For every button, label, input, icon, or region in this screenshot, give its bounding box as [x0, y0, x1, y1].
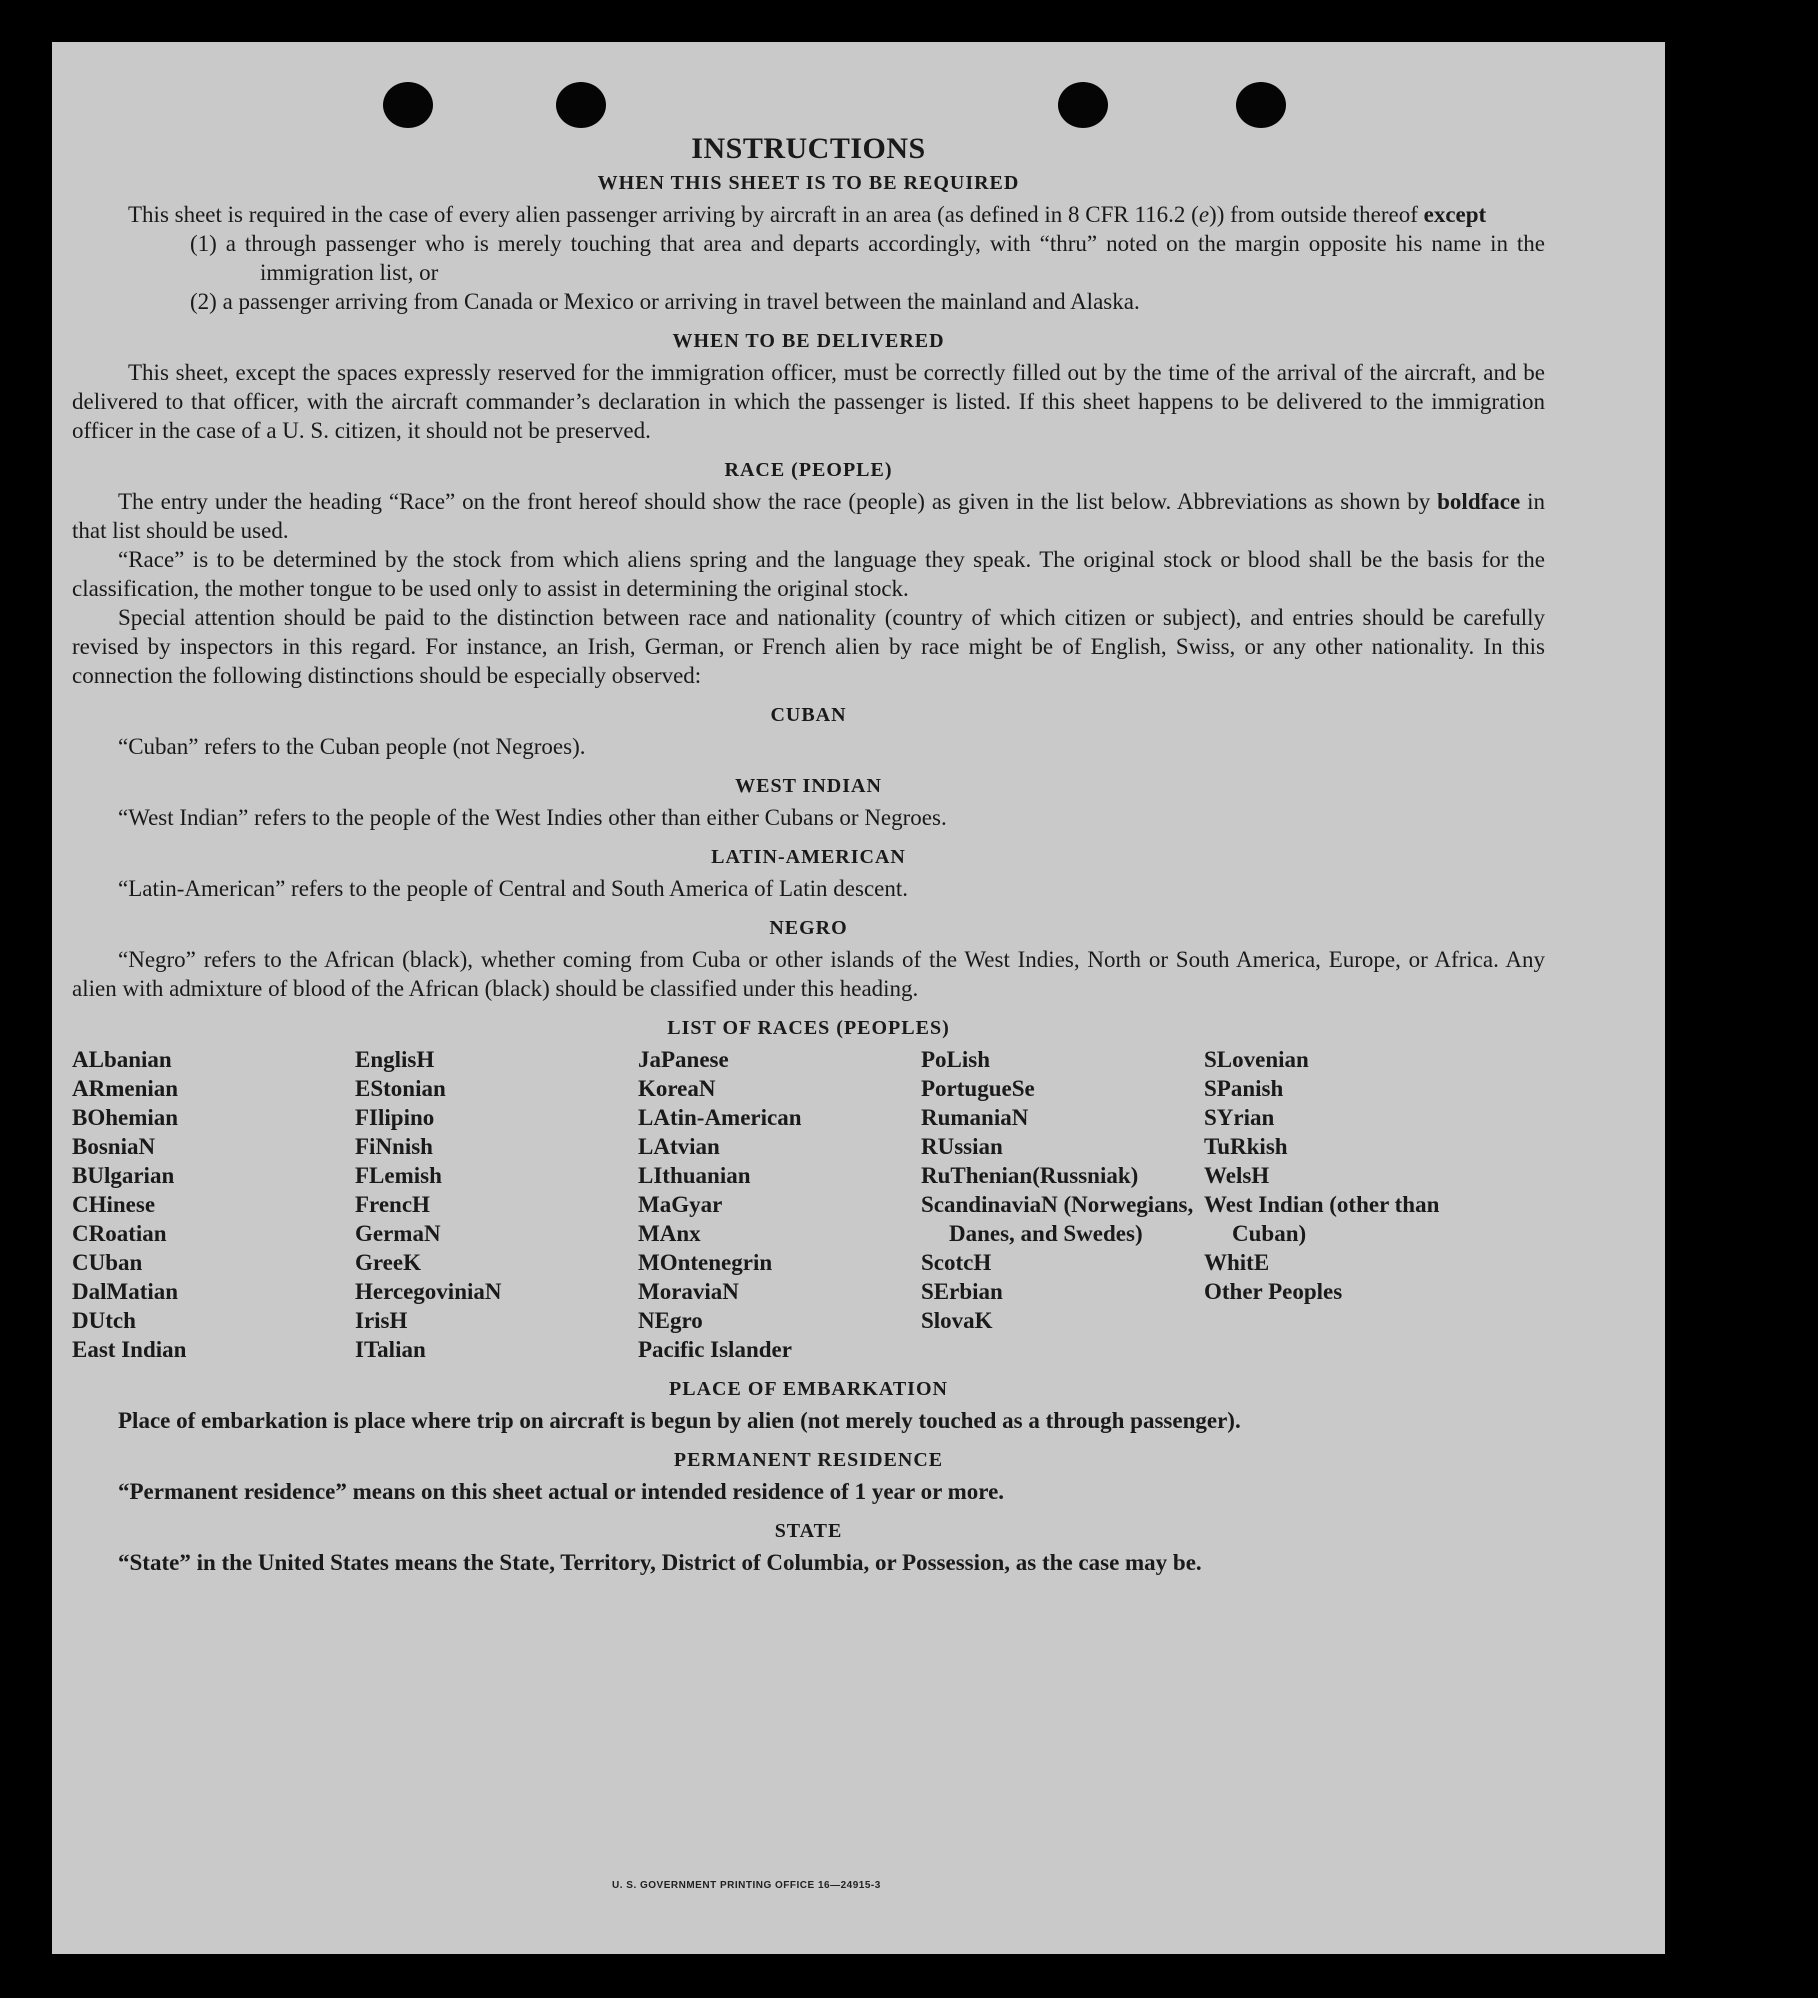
race-entry: West Indian (other than Cuban): [1204, 1192, 1440, 1246]
race-entry: Pacific Islander: [638, 1337, 792, 1362]
race-entry: DUtch: [72, 1308, 136, 1333]
race-entry: SErbian: [921, 1279, 1003, 1304]
race-entry: TuRkish: [1204, 1134, 1288, 1159]
printing-office-footer: U. S. GOVERNMENT PRINTING OFFICE 16—24915-3: [612, 1880, 881, 1891]
race-entry: KoreaN: [638, 1076, 716, 1101]
races-column: [921, 1045, 1204, 1364]
race-entry: NEgro: [638, 1308, 703, 1333]
race-entry: ARmenian: [72, 1076, 179, 1101]
race-entry: JaPanese: [638, 1047, 729, 1072]
race-entry: FiNnish: [355, 1134, 433, 1159]
race-entry: RUssian: [921, 1134, 1003, 1159]
races-column: [72, 1045, 355, 1364]
heading-list-of-races: LIST OF RACES (PEOPLES): [667, 1017, 950, 1039]
race-entry: SYrian: [1204, 1105, 1275, 1130]
heading-permanent-residence: PERMANENT RESIDENCE: [673, 1449, 944, 1471]
document-sheet: [52, 42, 1665, 1954]
heading-west-indian: WEST INDIAN: [735, 775, 882, 797]
punch-hole: [383, 82, 433, 128]
heading-latin-american: LATIN-AMERICAN: [711, 846, 906, 868]
race-entry: BosniaN: [72, 1134, 156, 1159]
race-entry: FrencH: [355, 1192, 430, 1217]
punch-hole: [1058, 82, 1108, 128]
race-entry: CUban: [72, 1250, 143, 1275]
race-entry: ITalian: [355, 1337, 426, 1362]
race-entry: PoLish: [921, 1047, 991, 1072]
race-entry: EnglisH: [355, 1047, 435, 1072]
race-entry: SPanish: [1204, 1076, 1284, 1101]
race-entry: LIthuanian: [638, 1163, 751, 1188]
race-entry: WelsH: [1204, 1163, 1270, 1188]
race-entry: East Indian: [72, 1337, 187, 1362]
required-item-1: (1) a through passenger who is merely touching that area and departs accordingly, with “thru” noted on the margin opposite his name in the immigration list, or: [190, 231, 1545, 285]
races-column: [638, 1045, 921, 1364]
race-entry: LAtvian: [638, 1134, 720, 1159]
heading-embarkation: PLACE OF EMBARKATION: [669, 1378, 948, 1400]
race-entry: IrisH: [355, 1308, 408, 1333]
heading-delivered: WHEN TO BE DELIVERED: [672, 330, 945, 352]
race-entry: Other Peoples: [1204, 1279, 1343, 1304]
west-indian-text: “West Indian” refers to the people of the West Indies other than either Cubans or Negroes.: [118, 805, 947, 830]
negro-text: “Negro” refers to the African (black), whether coming from Cuba or other islands of the West Indies, North or South America, Europe, or Africa. Any alien with admixture of blood of the African (black) should be classified under this heading.: [72, 947, 1545, 1001]
race-entry: BOhemian: [72, 1105, 179, 1130]
race-entry: MaGyar: [638, 1192, 723, 1217]
punch-hole: [1236, 82, 1286, 128]
race-entry: PortugueSe: [921, 1076, 1035, 1101]
race-entry: MoraviaN: [638, 1279, 739, 1304]
race-entry: BUlgarian: [72, 1163, 175, 1188]
delivered-text: This sheet, except the spaces expressly reserved for the immigration officer, must be correctly filled out by the time of the arrival of the aircraft, and be delivered to that officer, with the aircraft commander’s declaration in which the passenger is listed. If this sheet happens to be delivered to the immigration officer in the case of a U. S. citizen, it should not be preserved.: [72, 360, 1545, 443]
race-entry: GreeK: [355, 1250, 421, 1275]
race-entry: HercegoviniaN: [355, 1279, 502, 1304]
heading-state: STATE: [774, 1520, 843, 1542]
race-paragraph-2: “Race” is to be determined by the stock from which aliens spring and the language they speak. The original stock or blood shall be the basis for the classification, the mother tongue to be used only to assist in determining the original stock.: [72, 547, 1545, 601]
heading-cuban: CUBAN: [770, 704, 847, 726]
page-title: INSTRUCTIONS: [691, 132, 926, 165]
race-entry: WhitE: [1204, 1250, 1270, 1275]
race-entry: RuThenian(Russniak): [921, 1163, 1139, 1188]
race-entry: ScandinaviaN (Norwegians, Danes, and Swedes): [921, 1192, 1194, 1246]
race-paragraph-1: The entry under the heading “Race” on the front hereof should show the race (people) as given in the list below. Abbreviations as shown by boldface in that list should be used.: [72, 489, 1546, 543]
races-list: [72, 1045, 1545, 1364]
race-entry: ALbanian: [72, 1047, 172, 1072]
race-entry: FLemish: [355, 1163, 442, 1188]
race-entry: SLovenian: [1204, 1047, 1309, 1072]
state-text: “State” in the United States means the State, Territory, District of Columbia, or Possession, as the case may be.: [118, 1550, 1202, 1575]
residence-text: “Permanent residence” means on this sheet actual or intended residence of 1 year or more.: [118, 1479, 1005, 1504]
race-entry: MOntenegrin: [638, 1250, 773, 1275]
race-entry: LAtin-American: [638, 1105, 802, 1130]
heading-required: WHEN THIS SHEET IS TO BE REQUIRED: [597, 172, 1020, 194]
required-item-2: (2) a passenger arriving from Canada or Mexico or arriving in travel between the mainland and Alaska.: [190, 289, 1140, 314]
instructions-body: [72, 132, 1545, 1577]
cuban-text: “Cuban” refers to the Cuban people (not Negroes).: [118, 734, 586, 759]
race-entry: GermaN: [355, 1221, 441, 1246]
race-entry: CHinese: [72, 1192, 156, 1217]
punch-hole: [556, 82, 606, 128]
race-entry: MAnx: [638, 1221, 701, 1246]
heading-negro: NEGRO: [769, 917, 848, 939]
race-entry: SlovaK: [921, 1308, 993, 1333]
race-entry: ScotcH: [921, 1250, 992, 1275]
race-entry: FIlipino: [355, 1105, 435, 1130]
race-entry: EStonian: [355, 1076, 446, 1101]
races-column: [355, 1045, 638, 1364]
races-column: [1204, 1045, 1487, 1364]
embarkation-text: Place of embarkation is place where trip on aircraft is begun by alien (not merely touched as a through passenger).: [118, 1408, 1241, 1433]
latin-american-text: “Latin-American” refers to the people of Central and South America of Latin descent.: [118, 876, 908, 901]
race-entry: RumaniaN: [921, 1105, 1029, 1130]
required-intro: This sheet is required in the case of every alien passenger arriving by aircraft in an area (as defined in 8 CFR 116.2 (e)) from outside thereof except: [128, 202, 1487, 227]
race-entry: CRoatian: [72, 1221, 167, 1246]
race-paragraph-3: Special attention should be paid to the distinction between race and nationality (country of which citizen or subject), and entries should be carefully revised by inspectors in this regard. For instance, an Irish, German, or French alien by race might be of English, Swiss, or any other nationality. In this connection the following distinctions should be especially observed:: [72, 605, 1545, 688]
heading-race: RACE (PEOPLE): [724, 459, 893, 481]
race-entry: DalMatian: [72, 1279, 179, 1304]
